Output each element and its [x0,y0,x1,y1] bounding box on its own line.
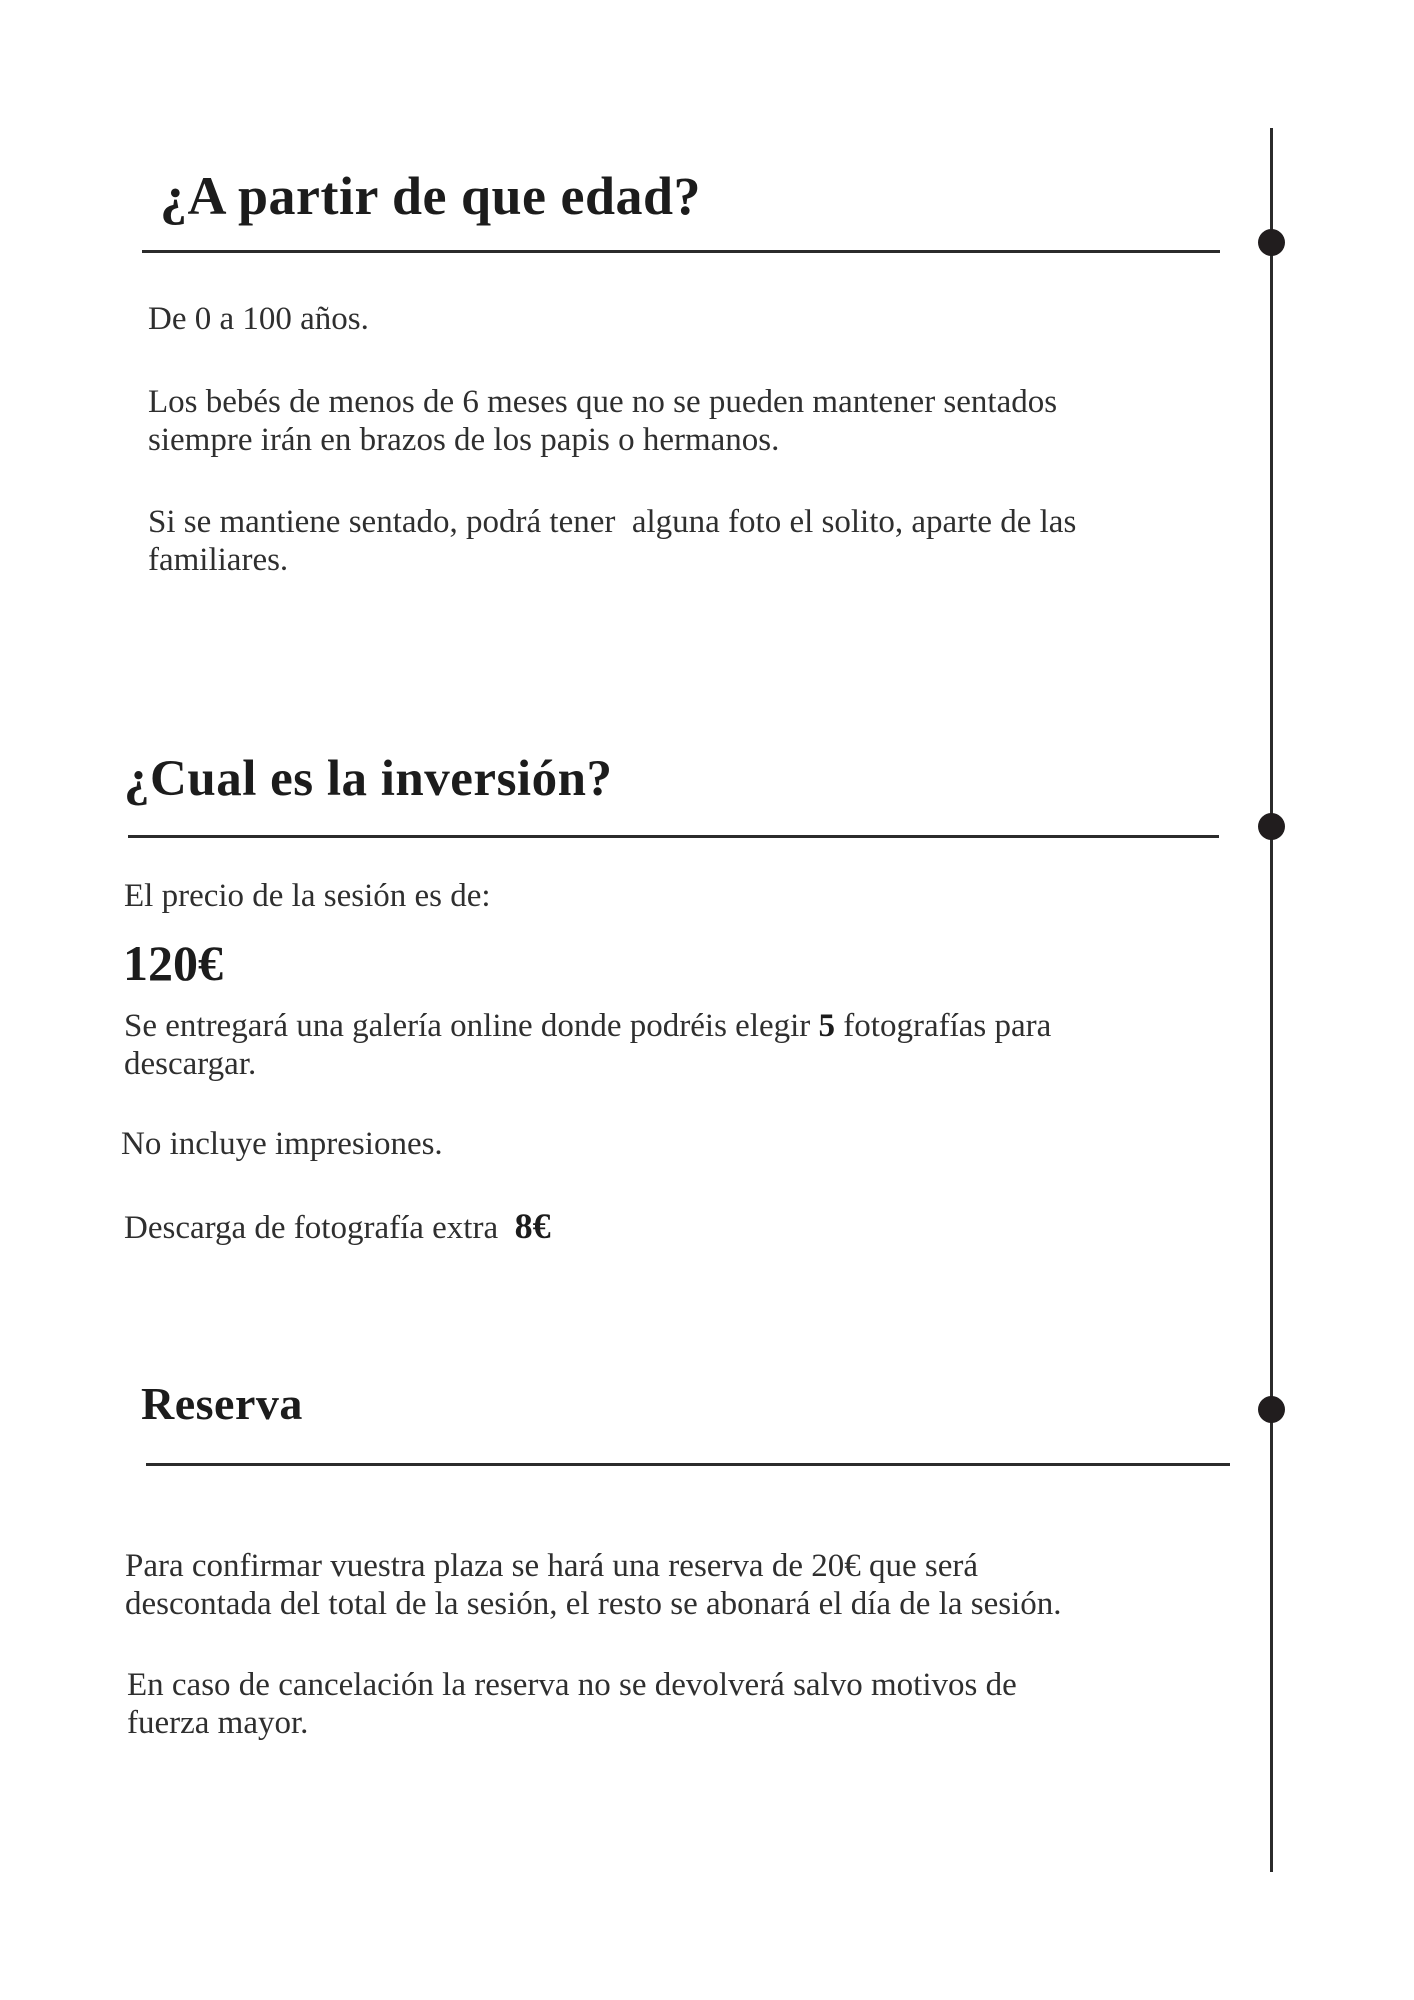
paragraph-line: De 0 a 100 años. [148,301,369,337]
heading-underline-reserva [146,1463,1230,1466]
gallery-text-post: fotografías para [835,1008,1052,1044]
price-value: 120€ [123,935,223,991]
paragraph-line: Los bebés de menos de 6 meses que no se pueden mantener sentados [148,384,1058,420]
paragraph-line: descontada del total de la sesión, el resto se abonará el día de la sesión. [125,1586,1062,1622]
gallery-text-pre: Se entregará una galería online donde podréis elegir [124,1008,819,1044]
timeline-vertical-line [1270,128,1273,1872]
age-range-text [148,300,369,338]
section-heading-edad: ¿A partir de que edad? [160,166,702,226]
paragraph-line: En caso de cancelación la reserva no se devolverá salvo motivos de [127,1667,1017,1703]
babies-note [148,383,1057,459]
paragraph-line: fuerza mayor. [127,1705,309,1741]
heading-underline-edad [142,250,1220,253]
paragraph-line: El precio de la sesión es de: [124,878,491,914]
paragraph-line: familiares. [148,542,289,578]
paragraph-line [124,1207,551,1247]
no-prints-note [121,1125,443,1163]
section-heading-inversion: ¿Cual es la inversión? [124,751,613,807]
paragraph-line: descargar. [124,1046,257,1082]
cancellation-note [127,1666,1017,1742]
extra-photo-amount: 8€ [514,1206,551,1246]
sitting-note [148,503,1076,579]
timeline-dot-2 [1258,813,1285,840]
photo-count: 5 [818,1008,836,1044]
heading-underline-inversion [128,835,1219,838]
paragraph-line: Si se mantiene sentado, podrá tener alguna foto el solito, aparte de las [148,504,1077,540]
deposit-note [125,1547,1062,1623]
extra-photo-price [124,1207,551,1247]
timeline-dot-1 [1258,229,1285,256]
price-intro [124,877,491,915]
section-heading-reserva: Reserva [141,1378,303,1429]
paragraph-line [124,1007,1051,1045]
extra-photo-text: Descarga de fotografía extra [124,1210,515,1246]
timeline-dot-3 [1258,1396,1285,1423]
paragraph-line: No incluye impresiones. [121,1126,443,1162]
gallery-note [124,1007,1051,1083]
paragraph-line: Para confirmar vuestra plaza se hará una reserva de 20€ que será [125,1548,978,1584]
paragraph-line: siempre irán en brazos de los papis o hermanos. [148,422,780,458]
